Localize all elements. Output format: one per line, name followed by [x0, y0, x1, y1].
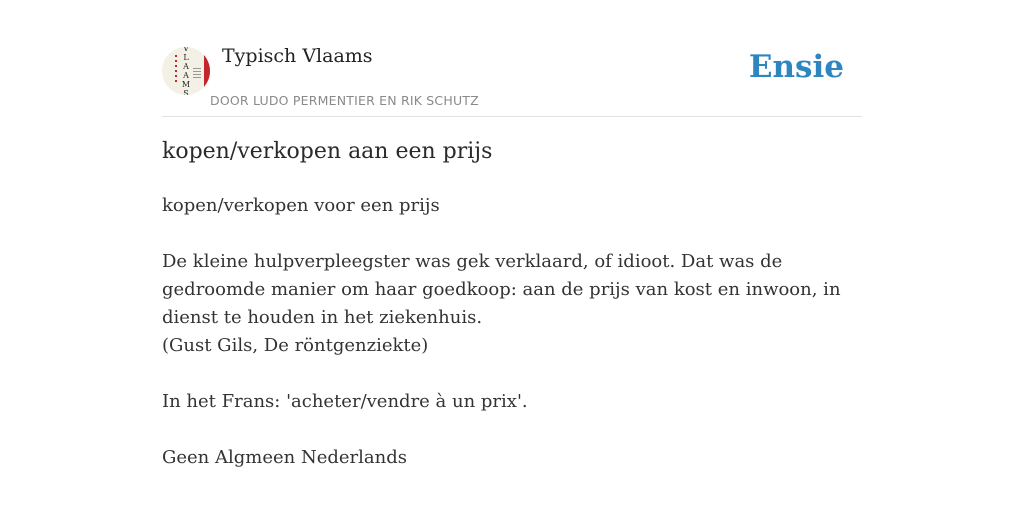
entry-title: kopen/verkopen aan een prijs — [162, 139, 493, 164]
brand-logo[interactable]: Ensie — [748, 49, 844, 85]
avatar-red-stripe — [204, 47, 210, 95]
blog-title[interactable]: Typisch Vlaams — [222, 45, 373, 67]
quote-source: (Gust Gils, De röntgenziekte) — [162, 335, 429, 356]
entry-body — [162, 192, 862, 472]
french-note: In het Frans: 'acheter/vendre à un prix'. — [162, 391, 528, 412]
avatar-small-text — [193, 68, 201, 78]
avatar-red-mark — [175, 55, 177, 85]
avatar-letter: A — [183, 71, 189, 80]
avatar-letter: M — [181, 80, 191, 89]
avatar-letter: V — [183, 47, 189, 53]
entry-card — [162, 0, 862, 512]
definition-text: kopen/verkopen voor een prijs — [162, 195, 440, 216]
blog-avatar[interactable] — [162, 47, 210, 95]
avatar-letters — [180, 47, 192, 95]
quote-text: De kleine hulpverpleegster was gek verklaard, of idioot. Dat was de gedroomde manier om haar goedkoop: aan de prijs van kost en inwoon, in dienst te houden in het ziekenhuis. — [162, 251, 841, 328]
avatar-letter: S — [183, 89, 189, 95]
avatar-letter: L — [183, 53, 189, 62]
avatar-letter: A — [183, 62, 189, 71]
paragraph-gap — [162, 360, 862, 388]
paragraph-gap — [162, 220, 862, 248]
language-status: Geen Algmeen Nederlands — [162, 447, 407, 468]
paragraph-gap — [162, 416, 862, 444]
byline: DOOR LUDO PERMENTIER EN RIK SCHUTZ — [210, 93, 479, 108]
header — [162, 0, 862, 117]
